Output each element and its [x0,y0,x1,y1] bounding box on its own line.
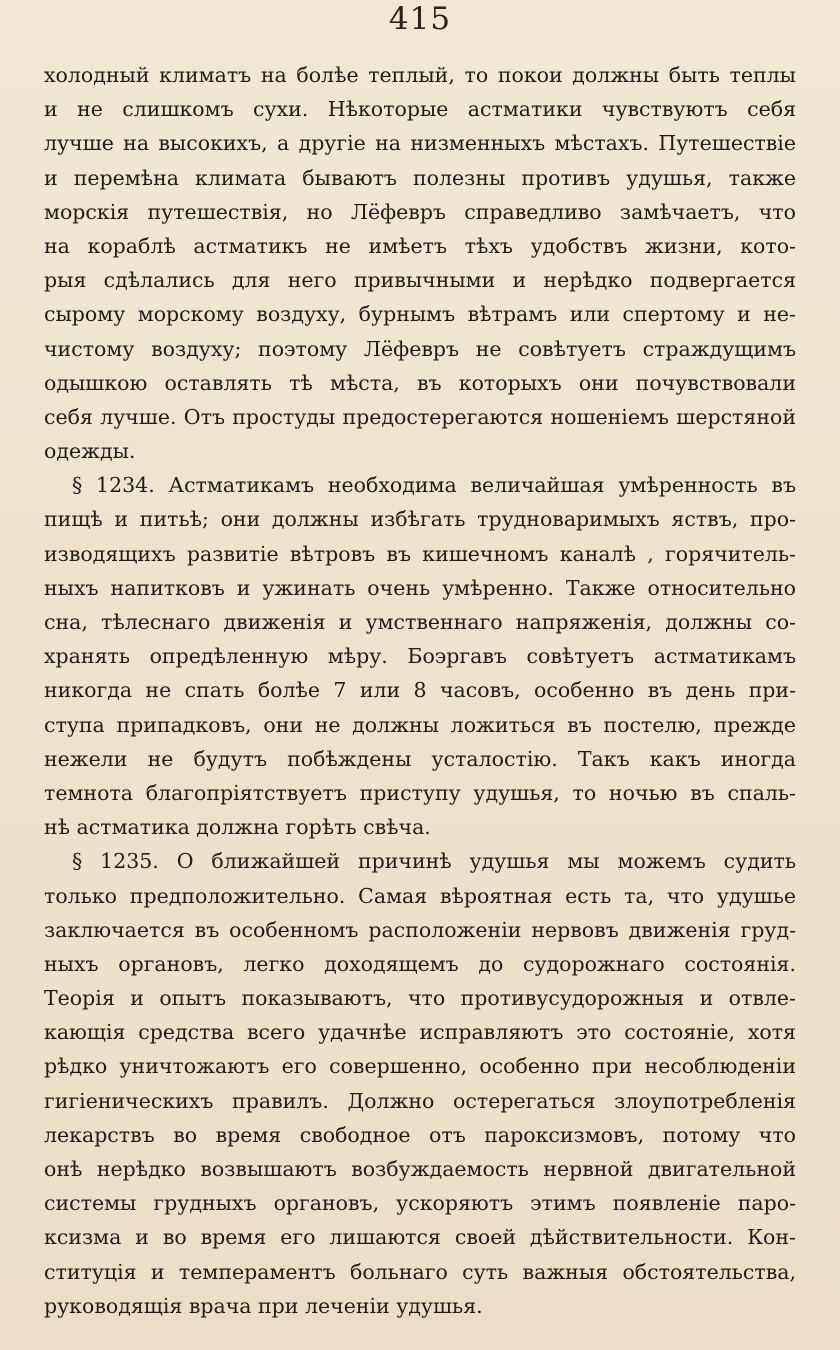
paragraph [44,58,796,468]
text-line: Теорія и опытъ показываютъ, что противусудорожныя и отвле- [44,986,796,1011]
text-line: ныхъ напитковъ и ужинать очень умѣренно. Также относительно [44,575,796,600]
text-line: никогда не спать болѣе 7 или 8 часовъ, особенно въ день при- [44,678,796,703]
text-line: лучше на высокихъ, а другіе на низменныхъ мѣстахъ. Путешествіе [44,131,796,156]
text-line: нежели не будутъ побѣждены усталостію. Такъ какъ иногда [44,746,796,771]
text-line: одежды. [44,439,136,464]
text-line: системы грудныхъ органовъ, ускоряютъ этимъ появленіе паро- [44,1191,796,1216]
text-line: чистому воздуху; поэтому Лёфевръ не совѣтуетъ страждущимъ [44,336,796,361]
text-line: заключается въ особенномъ расположеніи нервовъ движенія груд- [44,917,796,942]
text-line: только предположительно. Самая вѣроятная есть та, что удушье [44,883,796,908]
text-line: кающія средства всего удачнѣе исправляютъ это состояніе, хотя [44,1020,796,1045]
text-line: ступа припадковъ, они не должны ложиться въ постелю, прежде [44,712,796,737]
text-line: сна, тѣлеснаго движенія и умственнаго напряженія, должны со- [44,610,796,634]
text-line: хранять опредѣленную мѣру. Боэргавъ совѣтуетъ астматикамъ [44,644,796,669]
text-line: сырому морскому воздуху, бурнымъ вѣтрамъ или спертому и не- [44,302,796,327]
text-line: и перемѣна климата бываютъ полезны противъ удушья, также [44,165,796,190]
text-line: руководящія врача при леченіи удушья. [44,1293,483,1318]
text-line: лекарствъ во время свободное отъ пароксизмовъ, потому что [44,1122,796,1147]
text-line: на кораблѣ астматикъ не имѣетъ тѣхъ удобствъ жизни, кото- [44,233,796,258]
text-line: гигіеническихъ правилъ. Должно остерегаться злоупотребленія [44,1088,796,1113]
text-line: холодный климатъ на болѣе теплый, то покои должны быть теплы [44,63,796,87]
text-line: темнота благопріятствуетъ приступу удушья, то ночью въ спаль- [44,780,796,805]
section-heading-line: § 1235. О ближайшей причинѣ удушья мы можемъ судить [72,849,796,874]
text-line: пищѣ и питьѣ; они должны избѣгать трудноваримыхъ яствъ, про- [44,507,796,532]
text-line: себя лучше. Отъ простуды предостерегаются ношеніемъ шерстяной [44,404,796,429]
section-heading-line: § 1234. Астматикамъ необходима величайшая умѣренность въ [72,473,796,498]
text-line: и не слишкомъ сухи. Нѣкоторые астматики чувствуютъ себя [44,97,796,122]
text-line: морскія путешествія, но Лёфевръ справедливо замѣчаетъ, что [44,199,796,224]
paragraph-1234 [44,468,796,844]
body-text [44,58,796,1323]
text-line: онѣ нерѣдко возвышаютъ возбуждаемость нервной двигательной [44,1157,796,1181]
text-line: ституція и темпераментъ больнаго суть важныя обстоятельства, [44,1259,796,1284]
paragraph-1235 [44,844,796,1323]
text-line: нѣ астматика должна горѣть свѣча. [44,815,431,840]
text-line: ныхъ органовъ, легко доходящемъ до судорожнаго состоянія. [44,951,796,976]
text-line: изводящихъ развитіе вѣтровъ въ кишечномъ каналѣ , горячитель- [44,541,796,566]
text-line: ксизма и во время его лишаются своей дѣйствительности. Кон- [44,1225,796,1250]
text-line: рыя сдѣлались для него привычными и нерѣдко подвергается [44,268,796,293]
text-line: рѣдко уничтожаютъ его совершенно, особенно при несоблюденіи [44,1054,796,1079]
text-line: одышкою оставлять тѣ мѣста, въ которыхъ они почувствовали [44,370,796,395]
page-number: 415 [388,1,452,37]
